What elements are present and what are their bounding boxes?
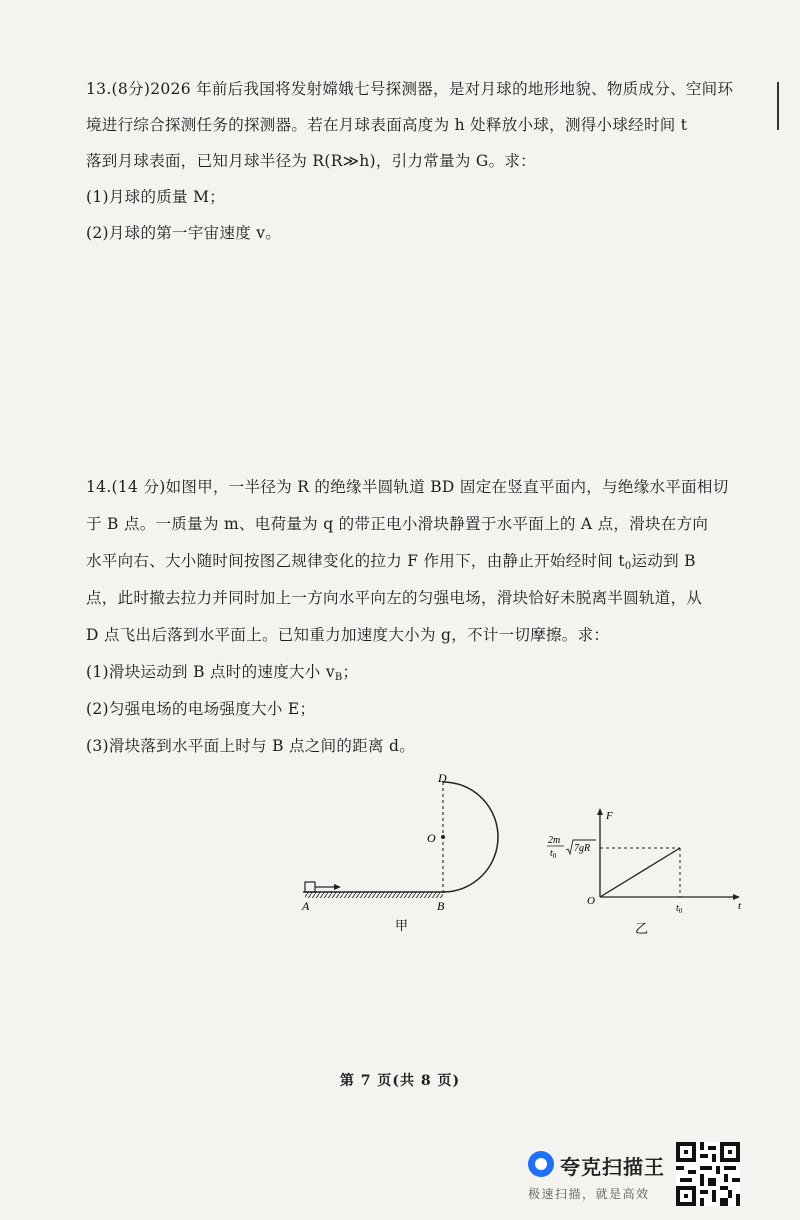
y-axis-arrow: [597, 808, 603, 815]
fmax-numerator: 2m: [548, 835, 561, 846]
figure-yi: [540, 805, 750, 940]
q14-part-3: (3)滑块落到水平面上时与 B 点之间的距离 d。: [86, 737, 416, 755]
q13-part-1: (1)月球的质量 M；: [86, 188, 226, 206]
force-arrow-head: [334, 884, 341, 890]
scanner-slogan: 极速扫描，就是高效: [528, 1187, 650, 1201]
q14-line-2: 于 B 点。一质量为 m、电荷量为 q 的带正电小滑块静置于水平面上的 A 点，滑块在方向: [86, 515, 709, 533]
label-a: A: [302, 899, 310, 913]
label-o: O: [427, 831, 436, 845]
q13-part-2: (2)月球的第一宇宙速度 v。: [86, 224, 282, 242]
semicircle-track: [443, 782, 498, 892]
margin-mark: [777, 82, 779, 130]
figure-jia: [295, 768, 515, 938]
caption-yi: 乙: [635, 922, 649, 937]
q14-part-1: (1)滑块运动到 B 点时的速度大小 $v_B$；: [86, 663, 359, 683]
label-d: D: [438, 771, 447, 785]
scanner-brand: 夸克扫描王: [560, 1155, 665, 1179]
fmax-denominator: $t_0$: [550, 848, 557, 860]
axis-label-t: t: [738, 900, 742, 912]
q13-line-2: 境进行综合探测任务的探测器。若在月球表面高度为 h 处释放小球，测得小球经时间 t: [86, 116, 688, 134]
scanner-watermark: [524, 1145, 674, 1205]
q14-line-3: 水平向右、大小随时间按图乙规律变化的拉力 F 作用下，由静止开始经时间 $t_0$运动到 B: [86, 552, 696, 572]
axis-label-f: F: [606, 810, 613, 822]
fmax-sqrt-arg: 7gR: [574, 843, 591, 854]
caption-jia: 甲: [395, 919, 409, 934]
q14-line-5: D 点飞出后落到水平面上。已知重力加速度大小为 g，不计一切摩擦。求：: [86, 626, 610, 644]
center-point: [441, 835, 445, 839]
tick-t0: $t_0$: [676, 903, 683, 915]
q14-line-1: 14.(14 分)如图甲，一半径为 R 的绝缘半圆轨道 BD 固定在竖直平面内，与绝缘水平面相切: [86, 478, 729, 496]
q13-line-1: 13.(8分)2026 年前后我国将发射嫦娥七号探测器，是对月球的地形地貌、物质成分、空间环: [86, 80, 734, 98]
q14-part-2: (2)匀强电场的电场强度大小 E；: [86, 700, 316, 718]
page-footer: 第 7 页(共 8 页): [339, 1073, 461, 1089]
force-line: [600, 848, 680, 897]
qr-code-icon: [676, 1142, 740, 1206]
scanner-logo-icon: [528, 1151, 554, 1177]
q13-line-3: 落到月球表面，已知月球半径为 R(R≫h)，引力常量为 G。求：: [86, 152, 536, 170]
slider-block: [305, 882, 315, 892]
ground-hatch: [305, 892, 443, 898]
origin-label: O: [587, 895, 595, 907]
label-b: B: [437, 899, 445, 913]
q14-line-4: 点，此时撤去拉力并同时加上一方向水平向左的匀强电场，滑块恰好未脱离半圆轨道，从: [86, 589, 703, 607]
